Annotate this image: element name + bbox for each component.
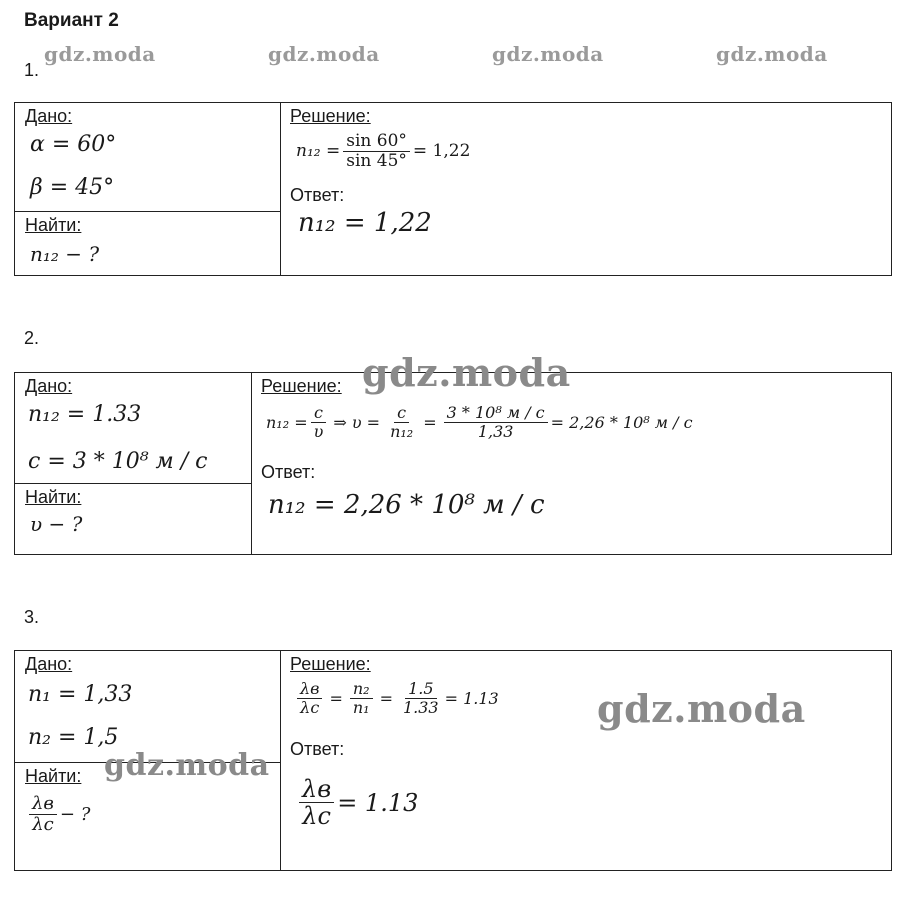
denominator: υ: [313, 421, 324, 441]
divider: [280, 102, 281, 276]
denominator: n₁₂: [390, 421, 414, 441]
fraction: [311, 404, 327, 440]
answer-value: n₁₂ = 1,22: [298, 208, 432, 238]
formula-lhs: n₁₂ =: [266, 412, 308, 432]
given-angle-alpha: α = 60°: [30, 132, 117, 157]
fraction: [343, 132, 410, 170]
formula-result: = 1.13: [444, 688, 499, 708]
fraction: [297, 680, 322, 716]
given-label: Дано:: [25, 106, 73, 126]
answer-value: n₁₂ = 2,26 * 10⁸ м / с: [268, 490, 545, 520]
unknown-mark: − ?: [59, 803, 91, 825]
watermark: gdz.moda: [104, 748, 270, 783]
answer-label: Ответ:: [290, 185, 345, 205]
find-value: [26, 794, 90, 835]
formula-lhs: n₁₂ =: [296, 141, 341, 162]
numerator: λв: [297, 680, 322, 699]
task-number: 3.: [24, 607, 40, 627]
page-title: Вариант 2: [24, 10, 119, 31]
denominator: sin 45°: [346, 150, 407, 171]
given-refractive-index: n₁₂ = 1.33: [28, 402, 142, 427]
denominator: 1.33: [402, 697, 439, 717]
numerator: n₂: [350, 680, 373, 699]
divider: [251, 372, 252, 555]
find-label: Найти:: [25, 487, 82, 507]
answer-label: Ответ:: [261, 462, 316, 482]
denominator: λс: [300, 697, 320, 717]
numerator: λв: [29, 794, 57, 815]
fraction: [400, 680, 442, 716]
denominator: 1,33: [477, 421, 514, 441]
numerator: sin 60°: [343, 132, 410, 152]
task-number: 1.: [24, 60, 40, 80]
denominator: λс: [302, 802, 331, 831]
given-n1: n₁ = 1,33: [28, 682, 133, 707]
implies-sign: ⇒ υ =: [333, 412, 381, 432]
given-angle-beta: β = 45°: [30, 175, 115, 200]
fraction: [444, 404, 548, 440]
watermark: gdz.moda: [597, 686, 806, 731]
find-label: Найти:: [25, 766, 82, 786]
numerator: c: [394, 404, 409, 423]
equals-sign: =: [379, 688, 393, 708]
watermark: gdz.moda: [492, 42, 604, 66]
denominator: n₁: [352, 697, 370, 717]
given-light-speed: c = 3 * 10⁸ м / с: [28, 449, 208, 474]
solution-label: Решение:: [290, 654, 371, 674]
solution-formula: [266, 404, 693, 440]
find-value: υ − ?: [30, 512, 83, 536]
fraction: [387, 404, 416, 440]
task-number: 2.: [24, 328, 40, 348]
fraction: [299, 776, 334, 830]
answer-result: = 1.13: [337, 788, 419, 817]
formula-result: = 1,22: [412, 141, 471, 162]
equals-sign: =: [329, 688, 343, 708]
given-n2: n₂ = 1,5: [28, 725, 119, 750]
find-value: n₁₂ − ?: [30, 242, 100, 266]
solution-formula: [296, 132, 470, 170]
divider: [14, 483, 252, 484]
numerator: c: [311, 404, 326, 423]
fraction: [29, 794, 57, 835]
fraction: [350, 680, 373, 716]
given-label: Дано:: [25, 654, 73, 674]
find-label: Найти:: [25, 215, 82, 235]
task1-table: [14, 102, 892, 276]
watermark: gdz.moda: [362, 350, 571, 395]
solution-label: Решение:: [290, 106, 371, 126]
divider: [14, 211, 281, 212]
watermark: gdz.moda: [44, 42, 156, 66]
given-label: Дано:: [25, 376, 73, 396]
numerator: 1.5: [405, 680, 436, 699]
watermark: gdz.moda: [716, 42, 828, 66]
numerator: 3 * 10⁸ м / с: [444, 404, 548, 423]
formula-result: = 2,26 * 10⁸ м / с: [550, 412, 693, 432]
equals-sign: =: [423, 412, 437, 432]
answer-value: [296, 776, 418, 830]
numerator: λв: [299, 776, 334, 803]
denominator: λс: [32, 813, 54, 835]
divider: [280, 650, 281, 871]
solution-label: Решение:: [261, 376, 342, 396]
solution-formula: [294, 680, 499, 716]
answer-label: Ответ:: [290, 739, 345, 759]
watermark: gdz.moda: [268, 42, 380, 66]
